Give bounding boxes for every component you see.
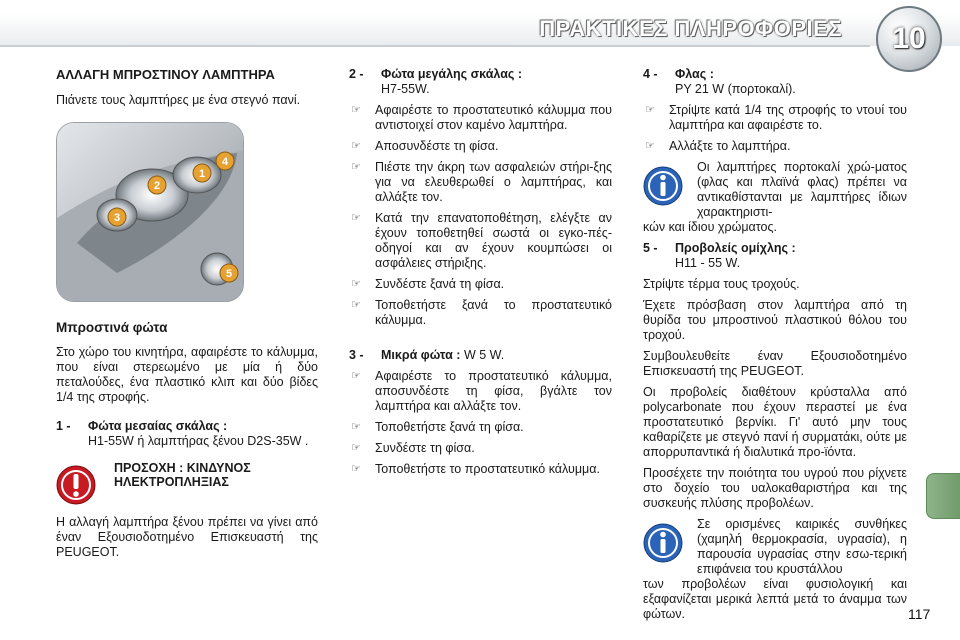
pointer-icon: ☞ [351, 161, 361, 173]
list-item: ☞ Αφαιρέστε το προστατευτικό κάλυμμα που αντιστοιχεί στον καμένο λαμπτήρα. [351, 103, 612, 132]
column-middle [349, 67, 612, 483]
chapter-side-tab[interactable] [926, 473, 960, 519]
item-4-number: 4 - [643, 67, 658, 81]
fog-text-5: Προσέχετε την ποιότητα του υγρού που ρίχνετε στο δοχείο του υαλοκαθαριστήρα και της συσκευής πλύσης προβολέων. [643, 466, 907, 510]
list-item: ☞ Τοποθετήστε ξανά το προστατευτικό κάλυμμα. [351, 298, 612, 327]
exclamation-icon [56, 465, 96, 505]
info-icon [643, 523, 683, 563]
warning-title: ΠΡΟΣΟΧΗ : ΚΙΝΔΥΝΟΣ ΗΛΕΚΤΡΟΠΛΗΞΙΑΣ [114, 461, 251, 489]
item-2-number: 2 - [349, 67, 364, 81]
intro-text: Πιάνετε τους λαμπτήρες με ένα στεγνό πανί. [56, 93, 301, 107]
info-text-condensation: Σε ορισμένες καιρικές συνθήκες (χαμηλή θερμοκρασία, υγρασία), η παρουσία υγρασίας στην εσω-τερική επιφάνεια του κρυστάλλου [697, 517, 907, 576]
pointer-icon: ☞ [351, 442, 361, 454]
list-item: ☞ Αποσυνδέστε τη φίσα. [351, 139, 499, 153]
list-item: ☞ Αφαιρέστε το προστατευτικό κάλυμμα, αποσυνδέστε τη φίσα, βγάλτε τον λαμπτήρα και αλλάξτε τον. [351, 369, 612, 413]
item-5-title: Προβολείς ομίχλης : [675, 241, 796, 255]
item-1-number: 1 - [56, 419, 71, 433]
info-box-orange-lamps [643, 160, 907, 220]
info-tail-orange-lamps: κών και ίδιου χρώματος. [643, 220, 777, 234]
list-item: ☞ Συνδέστε τη φίσα. [351, 441, 475, 455]
warning-box [56, 461, 318, 505]
pointer-icon: ☞ [351, 370, 361, 382]
item-1-heading [56, 419, 318, 434]
headlamp-photo [56, 122, 244, 302]
info-box-condensation [643, 517, 907, 577]
pointer-icon: ☞ [351, 299, 361, 311]
photo-label-4: 4 [221, 156, 229, 168]
photo-label-1: 1 [198, 168, 206, 180]
item-5-heading [643, 241, 907, 256]
item-3-title: Μικρά φώτα : [381, 348, 461, 362]
item-2-title: Φώτα μεγάλης σκάλας : [381, 67, 523, 81]
info-text-orange-lamps: Οι λαμπτήρες πορτοκαλί χρώ-ματος (φλας και πλαϊνά φλας) πρέπει να αντικαθίστανται με λαμπτήρες ίδιων χαρακτηριστι- [697, 160, 907, 219]
fog-text-1: Στρίψτε τέρμα τους τροχούς. [643, 277, 800, 291]
pointer-icon: ☞ [351, 463, 361, 475]
item-4-value: PY 21 W (πορτοκαλί). [675, 82, 796, 96]
photo-label-2: 2 [153, 180, 161, 192]
item-5-value: H11 - 55 W. [675, 256, 741, 270]
info-icon [643, 166, 683, 206]
section-heading: ΑΛΛΑΓΗ ΜΠΡΟΣΤΙΝΟΥ ΛΑΜΠΤΗΡΑ [56, 67, 275, 82]
item-3-heading [349, 348, 612, 363]
item-1-title: Φώτα μεσαίας σκάλας : [88, 419, 228, 433]
item-2-heading [349, 67, 612, 82]
photo-label-5: 5 [225, 268, 233, 280]
list-item: ☞ Πιέστε την άκρη των ασφαλειών στήρι-ξης για να ελευθερωθεί ο λαμπτήρας, και αλλάξτε τον. [351, 160, 612, 204]
pointer-icon: ☞ [351, 212, 361, 224]
front-lights-text: Στο χώρο του κινητήρα, αφαιρέστε το κάλυμμα, που είναι στερεωμένο με μία ή δύο πεταλούδες, ένα πλαστικό κλιπ και δύο βίδες 1/4 της στροφής. [56, 345, 318, 404]
list-item: ☞ Τοποθετήστε ξανά τη φίσα. [351, 420, 524, 434]
fog-text-2: Έχετε πρόσβαση στον λαμπτήρα από τη θυρίδα του μπροστινού πλαστικού θόλου του τροχού. [643, 298, 907, 342]
list-item: ☞ Συνδέστε ξανά τη φίσα. [351, 277, 505, 291]
header-rule [0, 45, 870, 47]
info-tail-condensation: των προβολέων είναι φυσιολογική και εξαφανίζεται μερικά λεπτά μετά το άναμμα των φώτων. [643, 577, 907, 621]
list-item: ☞ Αλλάξτε το λαμπτήρα. [645, 139, 791, 153]
chapter-badge: 10 [876, 6, 942, 72]
item-4-title: Φλας : [675, 67, 714, 81]
pointer-icon: ☞ [645, 140, 655, 152]
subheading-front-lights: Μπροστινά φώτα [56, 320, 168, 335]
item-3-number: 3 - [349, 348, 364, 362]
pointer-icon: ☞ [351, 278, 361, 290]
column-left [56, 67, 318, 566]
item-1-value: H1-55W ή λαμπτήρας ξένου D2S-35W . [88, 434, 309, 448]
pointer-icon: ☞ [645, 104, 655, 116]
list-item: ☞ Κατά την επανατοποθέτηση, ελέγξτε αν έχουν τοποθετηθεί σωστά οι εγκο-πές-οδηγοί και αν έχουν κουμπώσει οι ασφάλειες στήριξης. [351, 211, 612, 270]
headlamp-illustration [57, 123, 243, 301]
item-3-value: W 5 W. [463, 348, 505, 362]
pointer-icon: ☞ [351, 104, 361, 116]
warning-text: Η αλλαγή λαμπτήρα ξένου πρέπει να γίνει από έναν Εξουσιοδοτημένο Επισκευαστή της PEUGEOT. [56, 515, 318, 559]
fog-text-3: Συμβουλευθείτε έναν Εξουσιοδοτημένο Επισκευαστή της PEUGEOT. [643, 349, 907, 378]
list-item: ☞ Στρίψτε κατά 1/4 της στροφής το ντουί του λαμπτήρα και αφαιρέστε το. [645, 103, 907, 132]
pointer-icon: ☞ [351, 140, 361, 152]
item-2-value: H7-55W. [381, 82, 430, 96]
photo-label-3: 3 [113, 212, 121, 224]
fog-text-4: Οι προβολείς διαθέτουν κρύσταλλα από polycarbonate που έχουν περαστεί με ένα προστατευτικό βερνίκι. Γι' αυτό μην τους καθαρίζετε με στεγνό πανί ή συρματάκι, ούτε με απορρυπαντικά ή διαλυτικά προ-ϊόντα. [643, 385, 907, 459]
column-right [643, 67, 907, 628]
item-4-heading [643, 67, 907, 82]
item-5-number: 5 - [643, 241, 658, 255]
list-item: ☞ Τοποθετήστε το προστατευτικό κάλυμμα. [351, 462, 600, 476]
page-title: ΠΡΑΚΤΙΚΕΣ ΠΛΗΡΟΦΟΡΙΕΣ [539, 16, 842, 41]
page-number: 117 [908, 606, 931, 622]
pointer-icon: ☞ [351, 421, 361, 433]
